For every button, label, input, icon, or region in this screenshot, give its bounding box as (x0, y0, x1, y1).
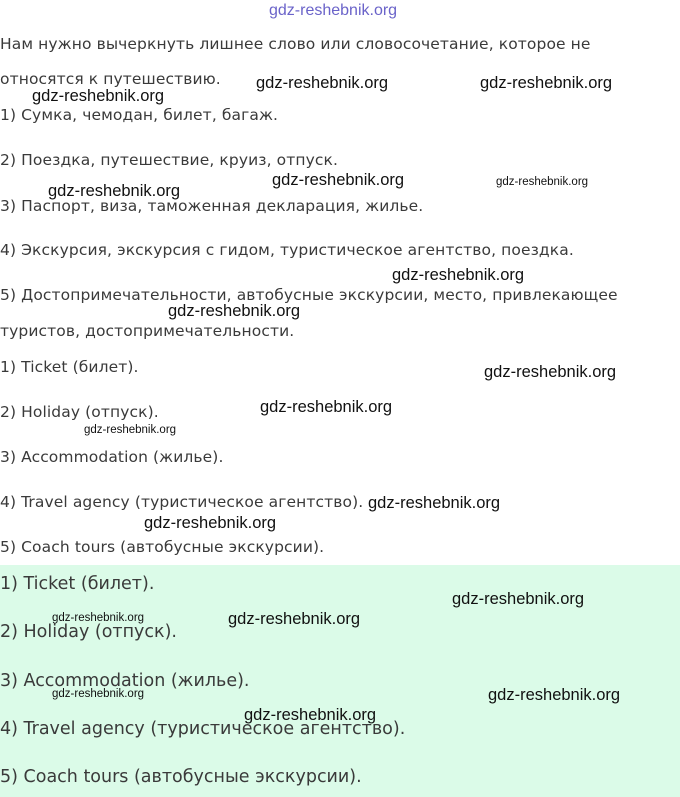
boxed-answer-2: 2) Holiday (отпуск). (0, 622, 177, 642)
watermark: gdz-reshebnik.org (484, 363, 617, 381)
answer-line-3: 3) Accommodation (жилье). (0, 448, 224, 466)
group-item-3: 3) Паспорт, виза, таможенная декларация, жилье. (0, 197, 424, 215)
watermark: gdz-reshebnik.org (452, 590, 585, 608)
watermark: gdz-reshebnik.org (32, 87, 165, 105)
group-item-5: 5) Достопримечательности, автобусные экскурсии, место, привлекающее (0, 286, 618, 304)
boxed-answer-3: 3) Accommodation (жилье). (0, 671, 250, 691)
watermark: gdz-reshebnik.org (144, 514, 277, 532)
watermark: gdz-reshebnik.org (260, 398, 393, 416)
watermark: gdz-reshebnik.org (480, 74, 613, 92)
watermark: gdz-reshebnik.org (52, 612, 145, 624)
group-item-2: 2) Поездка, путешествие, круиз, отпуск. (0, 151, 338, 169)
header-watermark: gdz-reshebnik.org (269, 2, 398, 19)
answer-line-2: 2) Holiday (отпуск). (0, 403, 159, 421)
group-item-4: 4) Экскурсия, экскурсия с гидом, туристическое агентство, поездка. (0, 241, 574, 259)
watermark: gdz-reshebnik.org (52, 688, 145, 700)
watermark: gdz-reshebnik.org (392, 266, 525, 284)
watermark: gdz-reshebnik.org (496, 176, 589, 188)
boxed-answer-5: 5) Coach tours (автобусные экскурсии). (0, 767, 362, 787)
watermark: gdz-reshebnik.org (48, 182, 181, 200)
boxed-answer-1: 1) Ticket (билет). (0, 574, 155, 594)
boxed-answer-4: 4) Travel agency (туристическое агентство). (0, 719, 406, 739)
watermark: gdz-reshebnik.org (368, 494, 501, 512)
watermark: gdz-reshebnik.org (488, 686, 621, 704)
watermark: gdz-reshebnik.org (228, 610, 361, 628)
answer-line-1: 1) Ticket (билет). (0, 358, 139, 376)
watermark: gdz-reshebnik.org (244, 706, 377, 724)
group-item-1: 1) Сумка, чемодан, билет, багаж. (0, 106, 279, 124)
watermark: gdz-reshebnik.org (256, 74, 389, 92)
intro-line-2: относятся к путешествию. (0, 70, 221, 88)
answer-line-4: 4) Travel agency (туристическое агентство). (0, 493, 364, 511)
watermark: gdz-reshebnik.org (84, 424, 177, 436)
group-item-5-continued: туристов, достопримечательности. (0, 322, 295, 340)
intro-line-1: Нам нужно вычеркнуть лишнее слово или словосочетание, которое не (0, 35, 591, 53)
watermark: gdz-reshebnik.org (272, 171, 405, 189)
answer-line-5: 5) Coach tours (автобусные экскурсии). (0, 538, 325, 556)
watermark: gdz-reshebnik.org (168, 302, 301, 320)
